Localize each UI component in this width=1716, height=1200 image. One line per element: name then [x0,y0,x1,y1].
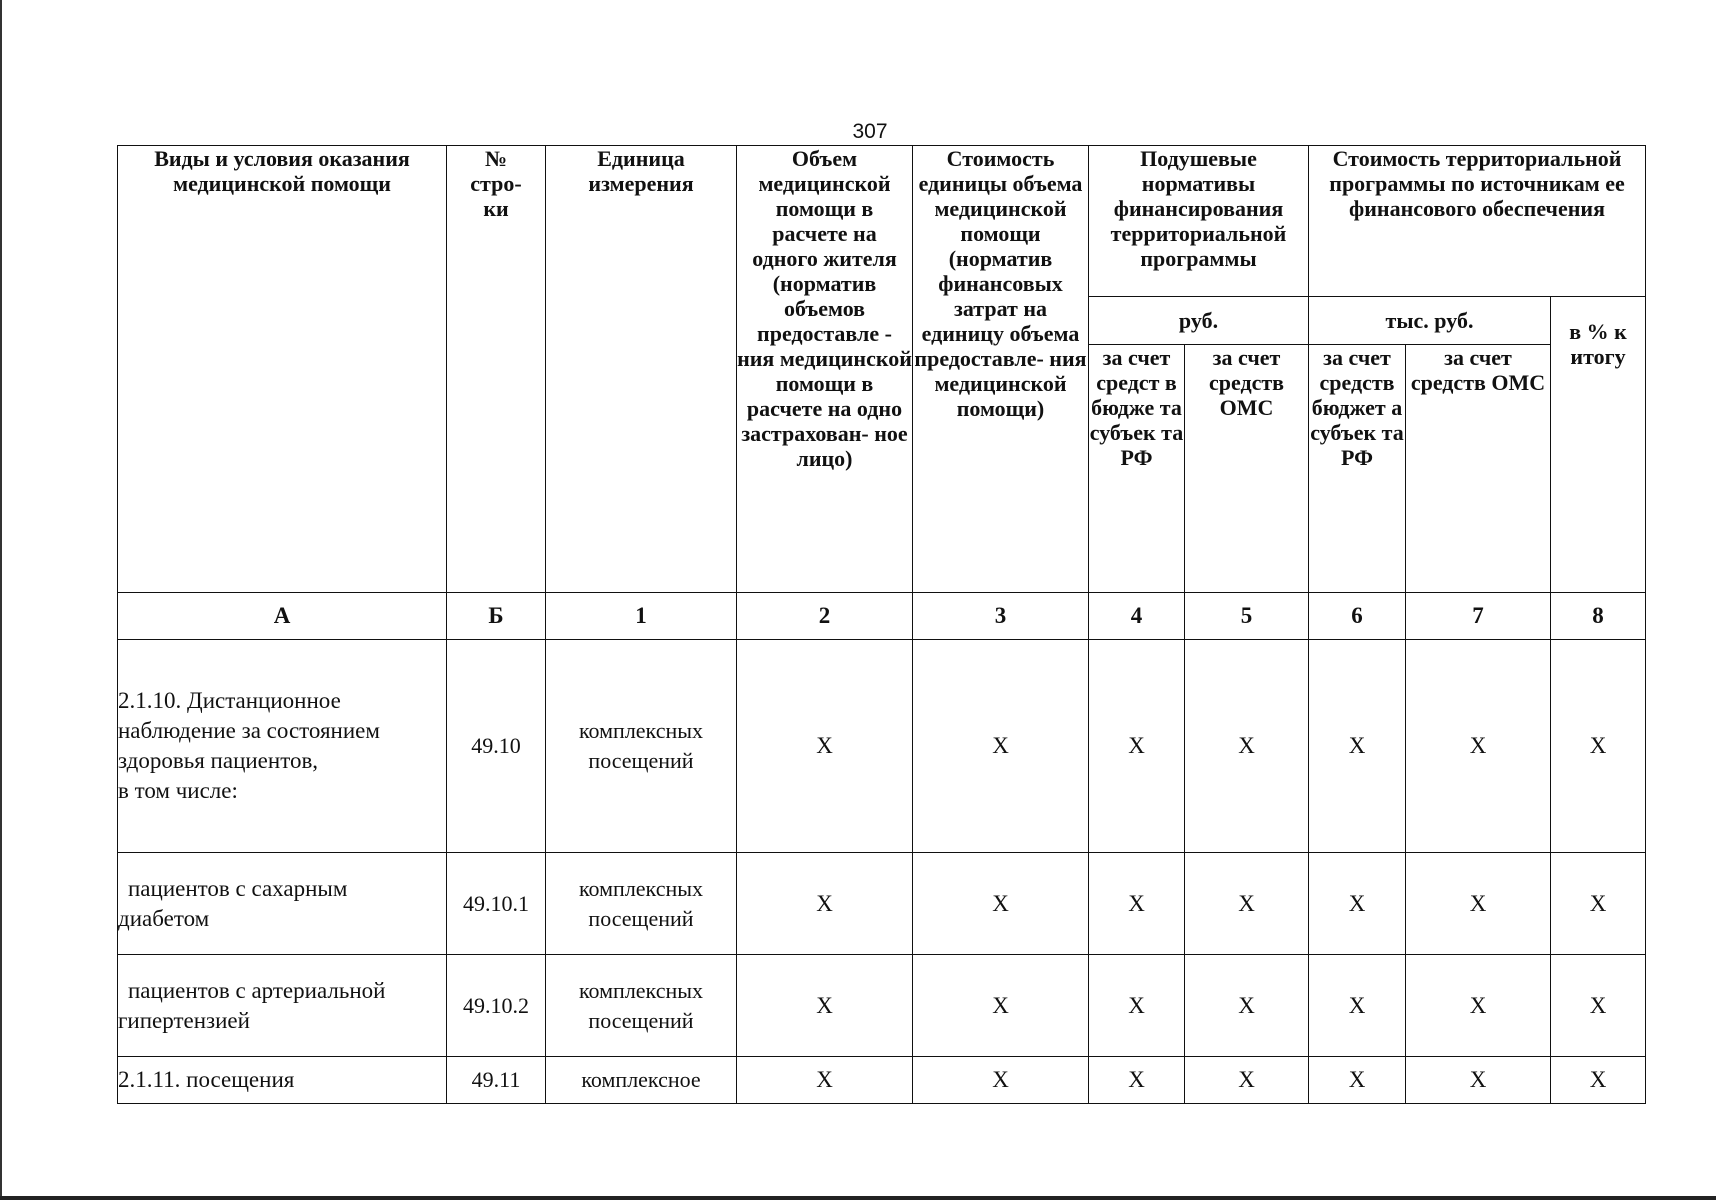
row-unit-line: посещений [588,1007,694,1033]
header-group-cost: Стоимость территориальной программы по источникам ее финансового обеспечения [1309,146,1646,297]
row-name [118,955,447,1057]
row-value: Х [1309,640,1406,853]
column-number: 1 [546,593,737,640]
header-col-b-line1: № [484,146,508,171]
row-value: Х [913,955,1089,1057]
row-value: Х [1089,853,1185,955]
row-value: Х [1309,853,1406,955]
row-value: Х [1551,853,1646,955]
row-name-line: 2.1.10. Дистанционное [118,688,341,713]
financing-table [117,145,1646,1104]
row-value: Х [1551,640,1646,853]
row-value: Х [1406,1057,1551,1104]
row-unit-line: посещений [588,748,694,773]
header-percent-total: в % к итогу [1551,297,1646,593]
row-value: Х [1309,955,1406,1057]
header-col-7: за счет средств ОМС [1406,345,1551,593]
column-number: 5 [1185,593,1309,640]
row-value: Х [913,1057,1089,1104]
row-value: Х [737,640,913,853]
column-number: 2 [737,593,913,640]
row-value: Х [1089,955,1185,1057]
header-col-a: Виды и условия оказания медицинской помощи [118,146,447,593]
row-unit-line: комплексных [578,977,704,1003]
header-col-5: за счет средств ОМС [1185,345,1309,593]
row-value: Х [1185,955,1309,1057]
row-name-line: в том числе: [118,778,238,803]
row-name-line: 2.1.11. посещения [118,1067,295,1092]
row-value: Х [1089,640,1185,853]
column-number: 8 [1551,593,1646,640]
header-col-3: Стоимость единицы объема медицинской помощи (норматив финансовых затрат на единицу объема предоставле- ния медицинской помощи) [913,146,1089,593]
header-unit-rub: руб. [1089,297,1309,345]
header-group-per-capita: Подушевые нормативы финансирования территориальной программы [1089,146,1309,297]
row-name [118,1057,447,1104]
row-unit-line: комплексное [581,1067,701,1092]
table-row [118,955,1646,1057]
row-unit [546,955,737,1057]
row-unit-line: комплексных [578,875,704,901]
page-number: 307 [852,120,888,143]
row-value: Х [737,1057,913,1104]
row-value: Х [1551,955,1646,1057]
column-number: 3 [913,593,1089,640]
row-line-number: 49.10.2 [447,955,546,1057]
row-unit-line: комплексных [578,718,704,743]
header-col-2: Объем медицинской помощи в расчете на одного жителя (норматив объемов предоставле - ния медицинской помощи в расчете на одно застрахован- ное лицо) [737,146,913,593]
header-col-b [447,146,546,593]
table-row [118,853,1646,955]
row-value: Х [1406,955,1551,1057]
row-value: Х [737,955,913,1057]
row-value: Х [1406,640,1551,853]
row-unit-line: посещений [588,905,694,931]
table-row [118,640,1646,853]
header-col-6: за счет средств бюджет а субъек та РФ [1309,345,1406,593]
column-number: А [118,593,447,640]
column-number: 7 [1406,593,1551,640]
row-value: Х [913,853,1089,955]
row-value: Х [1551,1057,1646,1104]
column-number-row [118,593,1646,640]
row-value: Х [1185,1057,1309,1104]
row-line-number: 49.11 [447,1057,546,1104]
row-name-line: наблюдение за состоянием [118,718,380,743]
row-value: Х [1309,1057,1406,1104]
scan-edge-bottom [0,1196,1716,1200]
row-line-number: 49.10.1 [447,853,546,955]
row-value: Х [913,640,1089,853]
row-unit [546,640,737,853]
column-number: 6 [1309,593,1406,640]
row-value: Х [737,853,913,955]
row-name [118,640,447,853]
row-name-line: пациентов с артериальной [128,977,386,1003]
row-unit [546,853,737,955]
header-col-b-line3: ки [483,196,509,221]
header-col-4: за счет средст в бюдже та субъек та РФ [1089,345,1185,593]
row-name-line: гипертензией [118,1007,250,1033]
row-value: Х [1089,1057,1185,1104]
scan-edge-left [0,0,2,1200]
header-unit-thousand-rub: тыс. руб. [1309,297,1551,345]
column-number: 4 [1089,593,1185,640]
row-name-line: диабетом [118,905,210,931]
row-value: Х [1406,853,1551,955]
row-line-number: 49.10 [447,640,546,853]
row-name-line: пациентов с сахарным [128,875,348,901]
header-col-1: Единица измерения [546,146,737,593]
row-name [118,853,447,955]
row-value: Х [1185,853,1309,955]
row-value: Х [1185,640,1309,853]
row-name-line: здоровья пациентов, [118,748,319,773]
header-col-b-line2: стро- [470,171,522,196]
row-unit [546,1057,737,1104]
table-row [118,1057,1646,1104]
column-number: Б [447,593,546,640]
